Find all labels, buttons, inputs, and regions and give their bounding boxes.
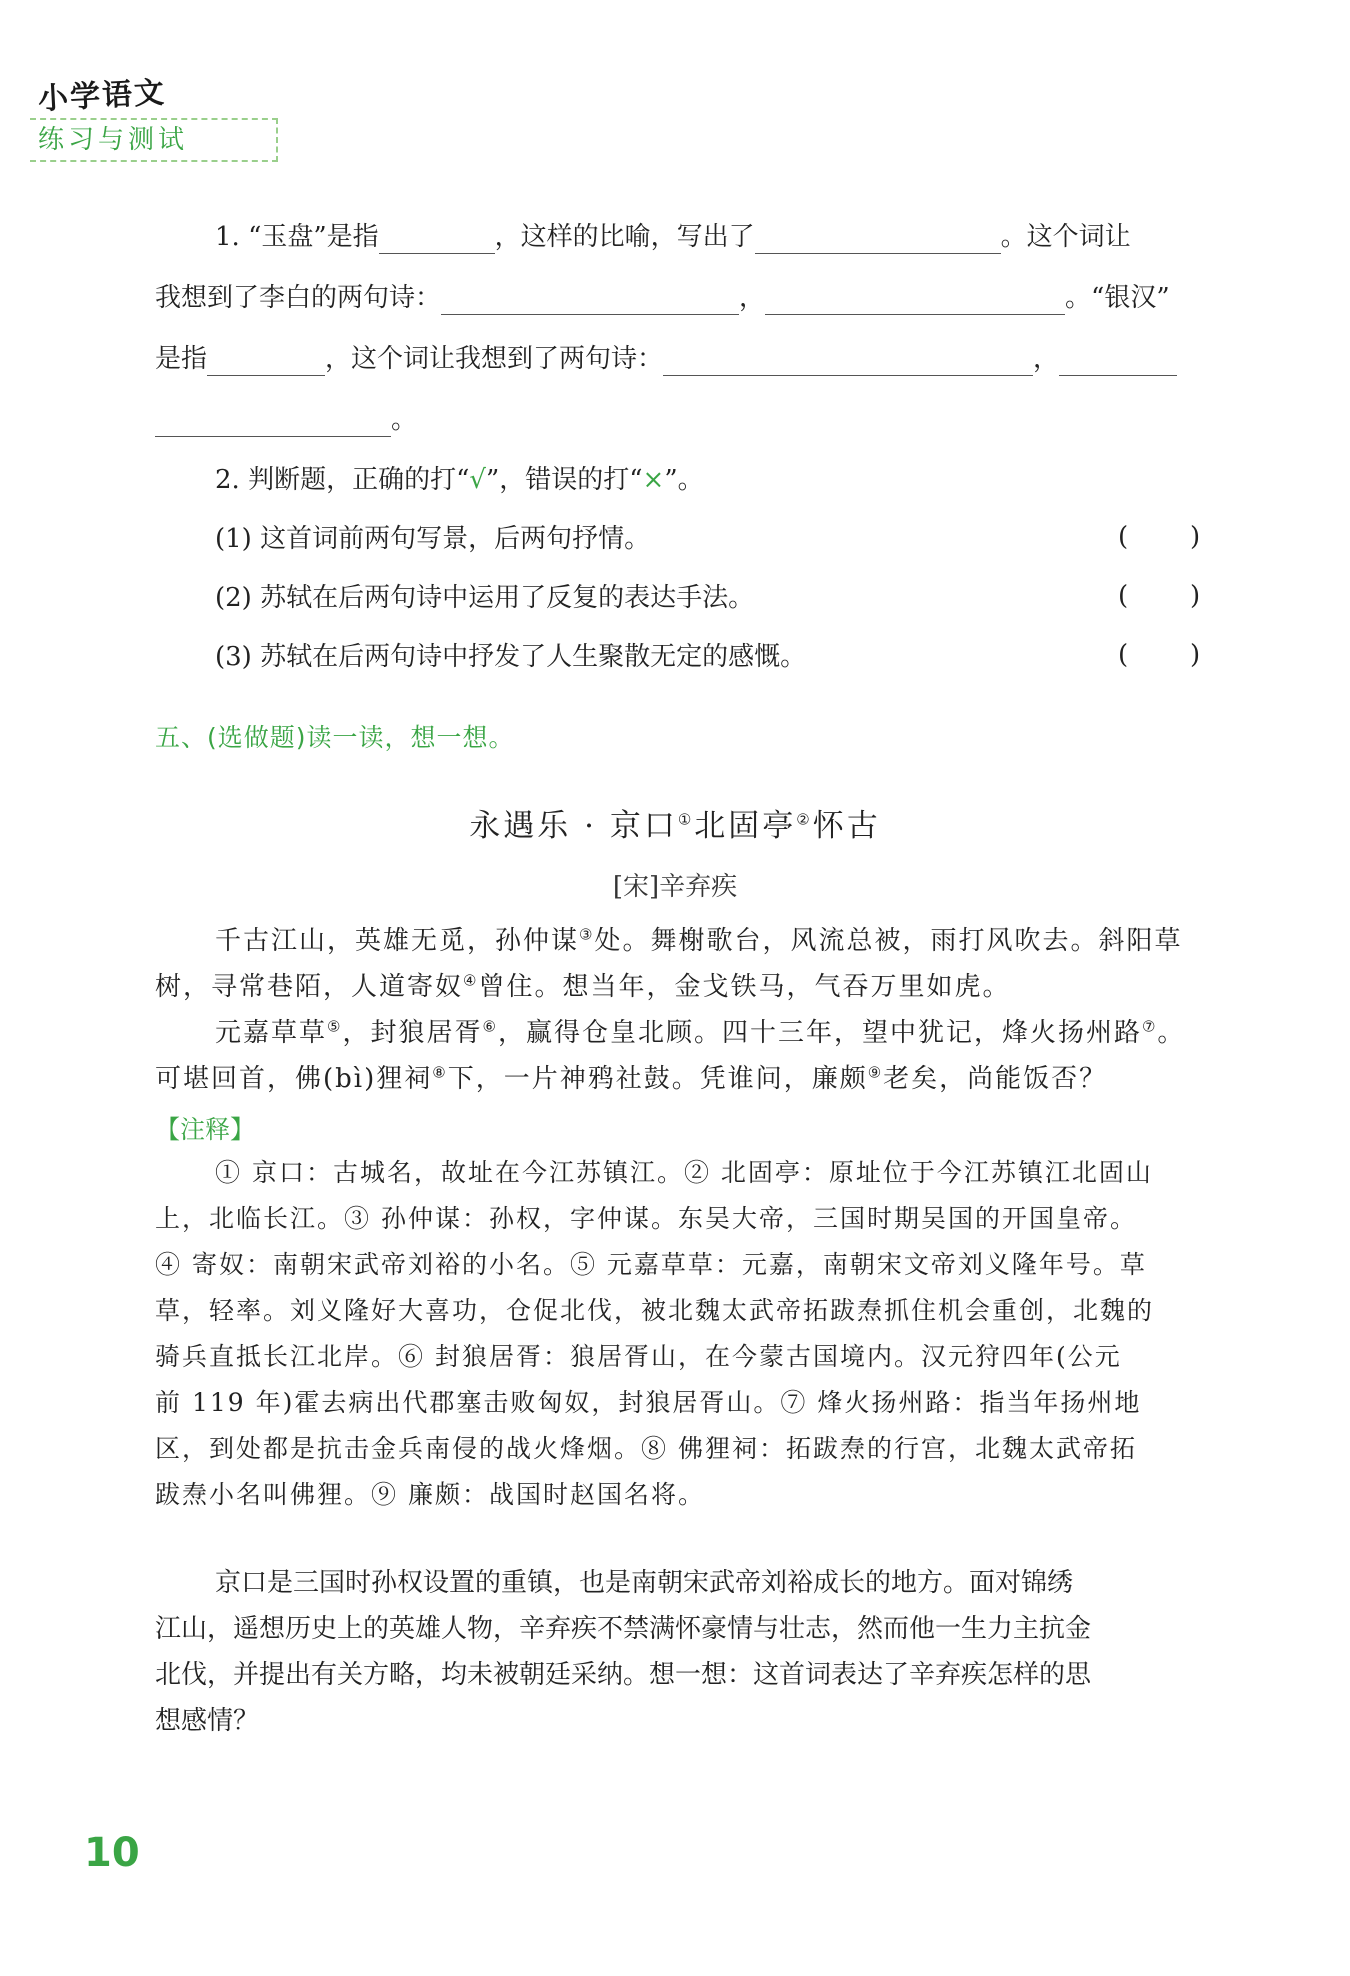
poem-line — [155, 970, 1010, 1004]
note-line: 前 119 年)霍去病出代郡塞击败匈奴，封狼居胥山。⑦ 烽火扬州路：指当年扬州地 — [155, 1388, 1142, 1417]
poem-text: 老矣，尚能饭否？ — [883, 1064, 1108, 1094]
footnote-ref: ⑦ — [1141, 1017, 1158, 1036]
q1-text: ，这样的比喻，写出了 — [494, 222, 755, 252]
q1-line-2 — [155, 281, 1170, 315]
q2-item-3: (3) 苏轼在后两句诗中抒发了人生聚散无定的感慨。 — [215, 642, 807, 672]
answer-paren-open[interactable]: ( — [1118, 522, 1129, 552]
page-number: 10 — [84, 1830, 140, 1876]
q1-text: 是指 — [155, 344, 208, 374]
poem-line — [215, 1016, 1185, 1050]
note-line: 骑兵直抵长江北岸。⑥ 封狼居胥：狼居胥山，在今蒙古国境内。汉元狩四年(公元 — [155, 1342, 1122, 1371]
q2-text: 2. 判断题，正确的打“ — [215, 465, 470, 495]
notes-heading: 【注释】 — [155, 1115, 256, 1144]
answer-paren-open[interactable]: ( — [1118, 581, 1129, 611]
poem-line — [215, 924, 1182, 958]
title-text: 永遇乐 · 京口 — [469, 808, 678, 844]
footnote-ref: ⑨ — [867, 1063, 884, 1082]
answer-paren-close: ) — [1190, 522, 1201, 552]
poem-text: ，封狼居胥 — [342, 1018, 483, 1048]
poem-line — [155, 1062, 1107, 1096]
q1-line-4 — [155, 403, 417, 437]
q2-text: ”，错误的打“ — [485, 465, 643, 495]
answer-blank[interactable] — [441, 286, 739, 315]
q1-text: ， — [739, 283, 766, 313]
answer-blank[interactable] — [207, 347, 325, 376]
q1-text: 。这个词让 — [1000, 222, 1131, 252]
answer-paren-open[interactable]: ( — [1118, 640, 1129, 670]
answer-blank[interactable] — [765, 286, 1065, 315]
answer-paren-close: ) — [1190, 640, 1201, 670]
footnote-ref: ③ — [579, 925, 595, 944]
q1-text: 。 — [391, 405, 418, 435]
poem-text: 元嘉草草 — [215, 1018, 328, 1048]
answer-blank[interactable] — [1059, 347, 1177, 376]
poem-text: 千古江山，英雄无觅，孙仲谋 — [215, 926, 580, 956]
answer-paren-close: ) — [1190, 581, 1201, 611]
poem-text: 下，一片神鸦社鼓。凭谁问，廉颇 — [447, 1064, 868, 1094]
poem-text: 。 — [1157, 1018, 1186, 1048]
footnote-ref: ⑧ — [432, 1063, 448, 1082]
cross-mark-icon: × — [642, 465, 665, 495]
q1-text: ，这个词让我想到了两句诗： — [325, 344, 664, 374]
poem-text: 处。舞榭歌台，风流总被，雨打风吹去。斜阳草 — [594, 926, 1183, 956]
footnote-ref: ⑤ — [327, 1017, 343, 1036]
answer-blank[interactable] — [379, 225, 495, 254]
q1-text: ， — [1033, 344, 1060, 374]
question-line: 江山，遥想历史上的英雄人物，辛弃疾不禁满怀豪情与壮志，然而他一生力主抗金 — [155, 1614, 1092, 1644]
question-line: 京口是三国时孙权设置的重镇，也是南朝宋武帝刘裕成长的地方。面对锦绣 — [215, 1568, 1074, 1598]
note-line: ④ 寄奴：南朝宋武帝刘裕的小名。⑤ 元嘉草草：元嘉，南朝宋文帝刘义隆年号。草 — [155, 1250, 1147, 1279]
note-line: 跋焘小名叫佛狸。⑨ 廉颇：战国时赵国名将。 — [155, 1480, 705, 1509]
q2-text: ”。 — [664, 465, 704, 495]
q2-item-2: (2) 苏轼在后两句诗中运用了反复的表达手法。 — [215, 583, 755, 613]
poem-text: 曾住。想当年，金戈铁马，气吞万里如虎。 — [478, 972, 1011, 1002]
title-text: 怀古 — [812, 808, 881, 844]
q2-intro — [215, 463, 704, 497]
note-line: 草，轻率。刘义隆好大喜功，仓促北伐，被北魏太武帝拓跋焘抓住机会重创，北魏的 — [155, 1296, 1155, 1325]
q1-text: 我想到了李白的两句诗： — [155, 283, 442, 313]
poem-title — [0, 800, 1350, 845]
footnote-ref: ⑥ — [482, 1017, 498, 1036]
book-subtitle: 练习与测试 — [30, 118, 278, 162]
answer-blank[interactable] — [755, 225, 1001, 254]
note-line: 上，北临长江。③ 孙仲谋：孙权，字仲谋。东吴大帝，三国时期吴国的开国皇帝。 — [155, 1204, 1137, 1233]
title-text: 北固亭 — [694, 808, 797, 844]
answer-blank[interactable] — [155, 408, 391, 437]
poem-text: 可堪回首，佛(bì)狸祠 — [155, 1064, 433, 1094]
footnote-ref: ④ — [463, 971, 479, 990]
check-mark-icon: √ — [469, 465, 486, 495]
section-heading: 五、(选做题)读一读，想一想。 — [155, 723, 515, 752]
answer-blank[interactable] — [663, 347, 1033, 376]
q1-text: 。“银汉” — [1065, 283, 1170, 313]
footnote-ref: ① — [677, 810, 695, 829]
book-title: 小学语文 — [37, 75, 167, 117]
question-line: 想感情？ — [155, 1706, 260, 1736]
q2-item-1: (1) 这首词前两句写景，后两句抒情。 — [215, 524, 651, 554]
q1-line-1 — [215, 220, 1131, 254]
poem-author: [宋]辛弃疾 — [612, 872, 738, 902]
note-line: ① 京口：古城名，故址在今江苏镇江。② 北固亭：原址位于今江苏镇江北固山 — [215, 1158, 1153, 1187]
note-line: 区，到处都是抗击金兵南侵的战火烽烟。⑧ 佛狸祠：拓跋焘的行宫，北魏太武帝拓 — [155, 1434, 1137, 1463]
q1-line-3 — [155, 342, 1177, 376]
q1-text: 1. “玉盘”是指 — [215, 222, 379, 252]
footnote-ref: ② — [796, 810, 813, 829]
poem-text: ，赢得仓皇北顾。四十三年，望中犹记，烽火扬州路 — [497, 1018, 1142, 1048]
question-line: 北伐，并提出有关方略，均未被朝廷采纳。想一想：这首词表达了辛弃疾怎样的思 — [155, 1660, 1092, 1690]
poem-text: 树，寻常巷陌，人道寄奴 — [155, 972, 464, 1002]
